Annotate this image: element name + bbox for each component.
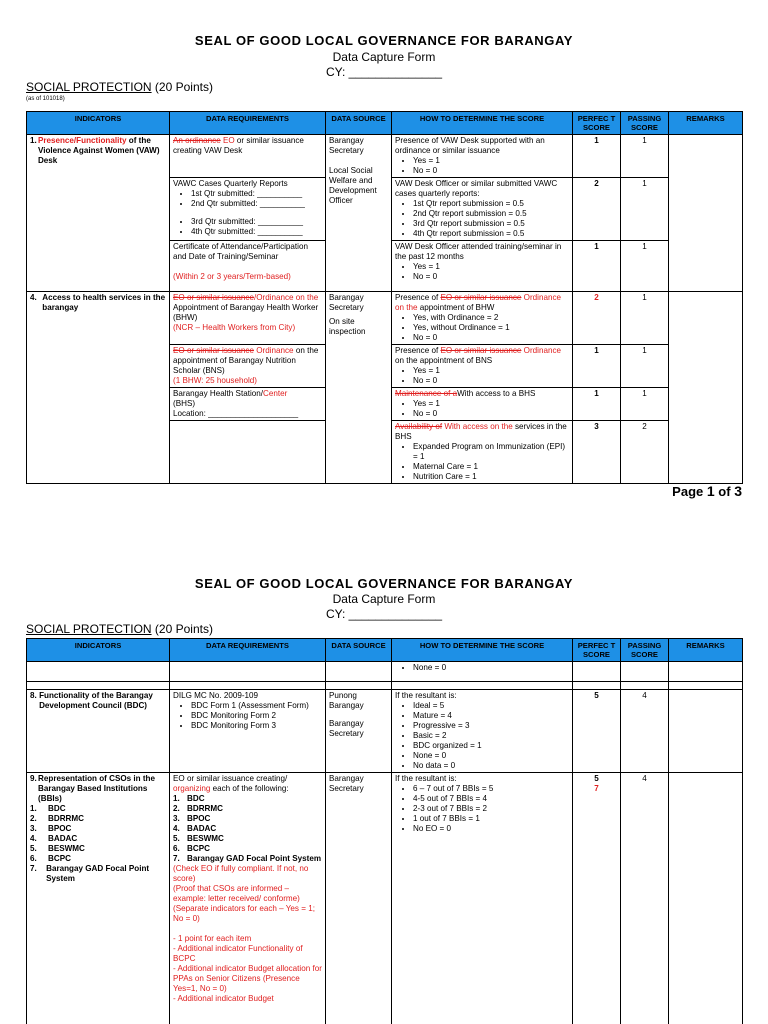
source-text: Barangay Secretary [329, 719, 364, 738]
perfect-score-cell [573, 773, 621, 1024]
item-number: 1. [30, 804, 37, 813]
item-number: 3. [173, 814, 180, 823]
spacer-cell [326, 682, 392, 690]
how-to-cell [392, 421, 573, 484]
score-option: • None = 0 [413, 663, 569, 673]
table-header-row [27, 639, 743, 662]
how-to-cell [392, 178, 573, 241]
score-option: • None = 0 [413, 751, 569, 761]
item-number: 4. [173, 824, 180, 833]
passing-score: 1 [621, 135, 669, 178]
item-number: 5. [173, 834, 180, 843]
spacer-cell [392, 682, 573, 690]
form-item: • BDC Form 1 (Assessment Form) [191, 701, 322, 711]
bbi-item: BPOC [48, 824, 72, 833]
page-current: 1 [706, 483, 715, 499]
item-number: 7. [30, 864, 37, 873]
col-passing-score: PASSING SCORE [621, 112, 669, 135]
indicator-8 [27, 690, 170, 773]
how-to-text: VAW Desk Officer or similar submitted VAWC cases quarterly reports: [395, 179, 558, 198]
score-option: • Nutrition Care = 1 [413, 472, 569, 482]
revised-text: (Separate indicators for each – Yes = 1; No = 0) [173, 904, 315, 923]
indicator-cell [27, 662, 170, 682]
revised-text: organizing [173, 784, 211, 793]
form-item: • BDC Monitoring Form 3 [191, 721, 322, 731]
quarter-line: • 1st Qtr submitted: __________ [191, 189, 322, 199]
how-to-cell [392, 662, 573, 682]
item-number: 4. [30, 834, 37, 843]
col-perfect-score: PERFEC T SCORE [573, 112, 621, 135]
bbi-item: BESWMC [48, 844, 85, 853]
remarks-cell [669, 690, 743, 773]
remarks-cell [669, 292, 743, 484]
item-number: 7. [173, 854, 180, 863]
bbi-item: BADAC [48, 834, 78, 843]
quarter-line: • 2nd Qtr submitted: __________ [191, 199, 322, 209]
form-name: Data Capture Form [332, 592, 436, 606]
form-item: • BDC Monitoring Form 2 [191, 711, 322, 721]
passing-score: 1 [621, 241, 669, 292]
item-number: 2. [30, 814, 37, 823]
score-option: • Yes, with Ordinance = 2 [413, 313, 569, 323]
remarks-cell [669, 773, 743, 1024]
source-cell [326, 690, 392, 773]
location-field: Location: ____________________ [173, 409, 299, 418]
score-option: • Yes = 1 [413, 399, 569, 409]
section-name: SOCIAL PROTECTION [26, 80, 152, 94]
bbi-item: Barangay GAD Focal Point System [187, 854, 322, 863]
how-to-text: appointment of BHW [419, 303, 495, 312]
col-how-to-score: HOW TO DETERMINE THE SCORE [392, 112, 573, 135]
perfect-score [573, 662, 621, 682]
section-name: SOCIAL PROTECTION [26, 622, 152, 636]
quarter-line: • 4th Qtr submitted: __________ [191, 227, 322, 237]
requirement-cell [170, 690, 326, 773]
col-indicators: INDICATORS [27, 112, 170, 135]
source-cell [326, 662, 392, 682]
revised-text: Ordinance [256, 346, 294, 355]
page-of: of [718, 484, 731, 499]
table-row [27, 135, 743, 178]
perfect-score: 1 [573, 135, 621, 178]
as-of-note: (as of 101018) [26, 96, 65, 102]
how-to-cell [392, 135, 573, 178]
score-option: • No = 0 [413, 409, 569, 419]
indicator-1-text: of the Violence Against Women (VAW) Desk [37, 136, 160, 165]
score-option: • Ideal = 5 [413, 701, 569, 711]
revised-text: (1 BHW: 25 household) [173, 376, 257, 385]
score-table-page-1 [26, 111, 743, 484]
source-cell [326, 292, 392, 484]
passing-score: 4 [621, 690, 669, 773]
source-text: Barangay Secretary [329, 136, 364, 155]
indicator-8-text: Functionality of the Barangay Development Council (BDC) [39, 691, 153, 710]
passing-score [621, 662, 669, 682]
requirement-cell [170, 421, 326, 484]
score-option: • Maternal Care = 1 [413, 462, 569, 472]
how-to-cell [392, 773, 573, 1024]
bbi-item: BDRRMC [187, 804, 223, 813]
how-to-text: Presence of [395, 346, 439, 355]
page-total: 3 [734, 483, 742, 499]
remarks-cell [669, 662, 743, 682]
section-points: (20 Points) [154, 622, 213, 636]
passing-score: 1 [621, 388, 669, 421]
bbi-item: BADAC [187, 824, 217, 833]
section-heading [26, 622, 213, 636]
spacer-cell [573, 682, 621, 690]
indicator-4 [27, 292, 170, 484]
page-1 [0, 0, 768, 510]
document-title: SEAL OF GOOD LOCAL GOVERNANCE FOR BARANGAY [194, 576, 574, 591]
table-row [27, 690, 743, 773]
perfect-score: 1 [573, 388, 621, 421]
source-text: Punong Barangay [329, 691, 364, 710]
col-data-source: DATA SOURCE [326, 639, 392, 662]
indicator-1-highlight: Presence/Functionality [37, 136, 127, 145]
how-to-text: Presence of VAW Desk supported with an ordinance or similar issuance [395, 136, 545, 155]
score-option: • 2-3 out of 7 BBIs = 2 [413, 804, 569, 814]
item-number: 1. [173, 794, 180, 803]
perfect-score: 5 [573, 690, 621, 773]
cy-field: CY: ______________ [325, 65, 443, 79]
revised-text: - Additional indicator Budget allocation for PPAs on Senior Citizens (Presence Yes=1, No = 0) [173, 964, 322, 993]
requirement-text: EO or similar issuance creating/ [173, 774, 288, 783]
cy-field: CY: ______________ [325, 607, 443, 621]
page-number [672, 483, 742, 499]
table-row [27, 662, 743, 682]
col-indicators: INDICATORS [27, 639, 170, 662]
score-option: • Yes = 1 [413, 366, 569, 376]
requirement-cell [170, 241, 326, 292]
score-option: • Mature = 4 [413, 711, 569, 721]
bbi-item: BCPC [187, 844, 210, 853]
spacer-cell [621, 682, 669, 690]
score-option: • 3rd Qtr report submission = 0.5 [413, 219, 569, 229]
col-passing-score: PASSING SCORE [621, 639, 669, 662]
source-text: Barangay Secretary [329, 293, 364, 312]
how-to-cell [392, 241, 573, 292]
requirement-cell [170, 388, 326, 421]
requirement-text: each of the following: [212, 784, 289, 793]
how-to-text: If the resultant is: [395, 691, 457, 700]
how-to-cell [392, 690, 573, 773]
spacer-cell [669, 682, 743, 690]
perfect-score: 1 [573, 241, 621, 292]
requirement-text: Barangay Health Station/ [173, 389, 263, 398]
col-how-to-score: HOW TO DETERMINE THE SCORE [392, 639, 573, 662]
how-to-text: If the resultant is: [395, 774, 457, 783]
indicator-9-text: Representation of CSOs in the Barangay Based Institutions (BBIs) [38, 774, 155, 803]
score-option: • BDC organized = 1 [413, 741, 569, 751]
requirement-text: on the appointment of Barangay Nutrition Scholar (BNS) [173, 346, 319, 375]
section-heading [26, 80, 213, 94]
how-to-text: Presence of [395, 293, 439, 302]
struck-text: An ordinance [173, 136, 221, 145]
passing-score: 4 [621, 773, 669, 1024]
how-to-text: VAW Desk Officer attended training/seminar in the past 12 months [395, 242, 562, 261]
table-row [27, 773, 743, 1024]
revised-text: /Ordinance on the [253, 293, 319, 302]
passing-score: 1 [621, 345, 669, 388]
indicator-number: 1. [30, 136, 37, 145]
revised-text: - Additional indicator Budget [173, 994, 274, 1003]
requirement-text: VAWC Cases Quarterly Reports [173, 179, 288, 188]
score-option: • Progressive = 3 [413, 721, 569, 731]
source-text: On site inspection [329, 317, 366, 336]
source-text: Local Social Welfare and Development Officer [329, 166, 377, 205]
score-option: • 1st Qtr report submission = 0.5 [413, 199, 569, 209]
score-option: • No = 0 [413, 272, 569, 282]
how-to-text: on the appointment of BNS [395, 356, 493, 365]
bbi-item: BDC [187, 794, 205, 803]
item-number: 6. [30, 854, 37, 863]
revised-text: - 1 point for each item [173, 934, 252, 943]
revised-text: - Additional indicator Functionality of BCPC [173, 944, 303, 963]
requirement-cell [170, 773, 326, 1024]
requirement-cell [170, 292, 326, 345]
how-to-cell [392, 345, 573, 388]
how-to-cell [392, 292, 573, 345]
struck-text: EO or similar issuance [440, 346, 522, 355]
revised-text: EO [222, 136, 235, 145]
struck-text: EO or similar issuance [173, 293, 254, 302]
score-table-page-2 [26, 638, 743, 1024]
requirement-text: Certificate of Attendance/Participation and Date of Training/Seminar [173, 242, 308, 261]
score-option: • No EO = 0 [413, 824, 569, 834]
perfect-score: 5 [594, 774, 599, 783]
requirement-cell [170, 662, 326, 682]
item-number: 5. [30, 844, 37, 853]
page-label: Page [672, 484, 704, 499]
perfect-score-revised: 7 [594, 784, 599, 793]
spacer-cell [170, 682, 326, 690]
score-option: • Basic = 2 [413, 731, 569, 741]
requirement-cell [170, 178, 326, 241]
table-row [27, 682, 743, 690]
how-to-text: With access to a BHS [457, 389, 536, 398]
passing-score: 2 [621, 421, 669, 484]
struck-text: Availability of [395, 422, 443, 431]
item-number: 2. [173, 804, 180, 813]
score-option: • No = 0 [413, 333, 569, 343]
indicator-number: 8. [30, 691, 37, 700]
quarter-line: • 3rd Qtr submitted: __________ [191, 217, 322, 227]
section-points: (20 Points) [154, 80, 213, 94]
revised-text: Center [263, 389, 288, 398]
struck-text: Maintenance of a [395, 389, 458, 398]
col-remarks: REMARKS [669, 639, 743, 662]
revised-text: (Within 2 or 3 years/Term-based) [173, 272, 291, 281]
bbi-item: BCPC [48, 854, 71, 863]
source-cell [326, 135, 392, 292]
score-option: • No = 0 [413, 376, 569, 386]
requirement-text: Appointment of Barangay Health Worker (BHW) [173, 303, 319, 322]
indicator-4-text: Access to health services in the barangay [42, 293, 166, 312]
score-option: • 4th Qtr report submission = 0.5 [413, 229, 569, 239]
table-row [27, 292, 743, 345]
requirement-cell [170, 345, 326, 388]
page-2 [0, 565, 768, 1024]
score-option: • Expanded Program on Immunization (EPI) = 1 [413, 442, 569, 462]
passing-score: 1 [621, 178, 669, 241]
perfect-score: 2 [573, 292, 621, 345]
col-data-source: DATA SOURCE [326, 112, 392, 135]
revised-text: Ordinance on the [395, 293, 562, 312]
col-data-requirements: DATA REQUIREMENTS [170, 639, 326, 662]
score-option: • 2nd Qtr report submission = 0.5 [413, 209, 569, 219]
revised-text: (NCR – Health Workers from City) [173, 323, 296, 332]
how-to-cell [392, 388, 573, 421]
requirement-text: or similar issuance creating VAW Desk [173, 136, 304, 155]
revised-text: (Proof that CSOs are informed – example: letter received/ conforme) [173, 884, 300, 903]
indicator-1 [27, 135, 170, 292]
col-remarks: REMARKS [669, 112, 743, 135]
bbi-item: BESWMC [187, 834, 224, 843]
table-header-row [27, 112, 743, 135]
score-option: • Yes, without Ordinance = 1 [413, 323, 569, 333]
document-title: SEAL OF GOOD LOCAL GOVERNANCE FOR BARANGAY [194, 33, 574, 48]
item-number: 6. [173, 844, 180, 853]
revised-text: (Check EO if fully compliant. If not, no score) [173, 864, 309, 883]
score-option: • 6 – 7 out of 7 BBIs = 5 [413, 784, 569, 794]
form-name: Data Capture Form [332, 50, 436, 64]
score-option: • 4-5 out of 7 BBIs = 4 [413, 794, 569, 804]
revised-text: With access on the [444, 422, 513, 431]
source-cell: Barangay Secretary [326, 773, 392, 1024]
perfect-score: 3 [573, 421, 621, 484]
remarks-cell [669, 135, 743, 292]
score-option: • Yes = 1 [413, 262, 569, 272]
item-number: 3. [30, 824, 37, 833]
indicator-number: 4. [30, 293, 37, 302]
col-perfect-score: PERFEC T SCORE [573, 639, 621, 662]
requirement-cell [170, 135, 326, 178]
spacer-cell [27, 682, 170, 690]
score-option: • No data = 0 [413, 761, 569, 771]
passing-score: 1 [621, 292, 669, 345]
indicator-number: 9. [30, 774, 37, 783]
requirement-text: (BHS) [173, 399, 196, 408]
struck-text: EO or similar issuance [173, 346, 254, 355]
col-data-requirements: DATA REQUIREMENTS [170, 112, 326, 135]
bbi-item: Barangay GAD Focal Point System [46, 864, 150, 883]
struck-text: EO or similar issuance [440, 293, 522, 302]
score-option: • Yes = 1 [413, 156, 569, 166]
perfect-score: 1 [573, 345, 621, 388]
score-option: • 1 out of 7 BBIs = 1 [413, 814, 569, 824]
bbi-item: BDRRMC [48, 814, 84, 823]
bbi-item: BPOC [187, 814, 211, 823]
score-option: • No = 0 [413, 166, 569, 176]
perfect-score: 2 [573, 178, 621, 241]
bbi-item: BDC [48, 804, 66, 813]
revised-text: Ordinance [523, 346, 562, 355]
how-to-text: services in the BHS [395, 422, 567, 441]
requirement-text: DILG MC No. 2009-109 [173, 691, 259, 700]
indicator-9 [27, 773, 170, 1024]
